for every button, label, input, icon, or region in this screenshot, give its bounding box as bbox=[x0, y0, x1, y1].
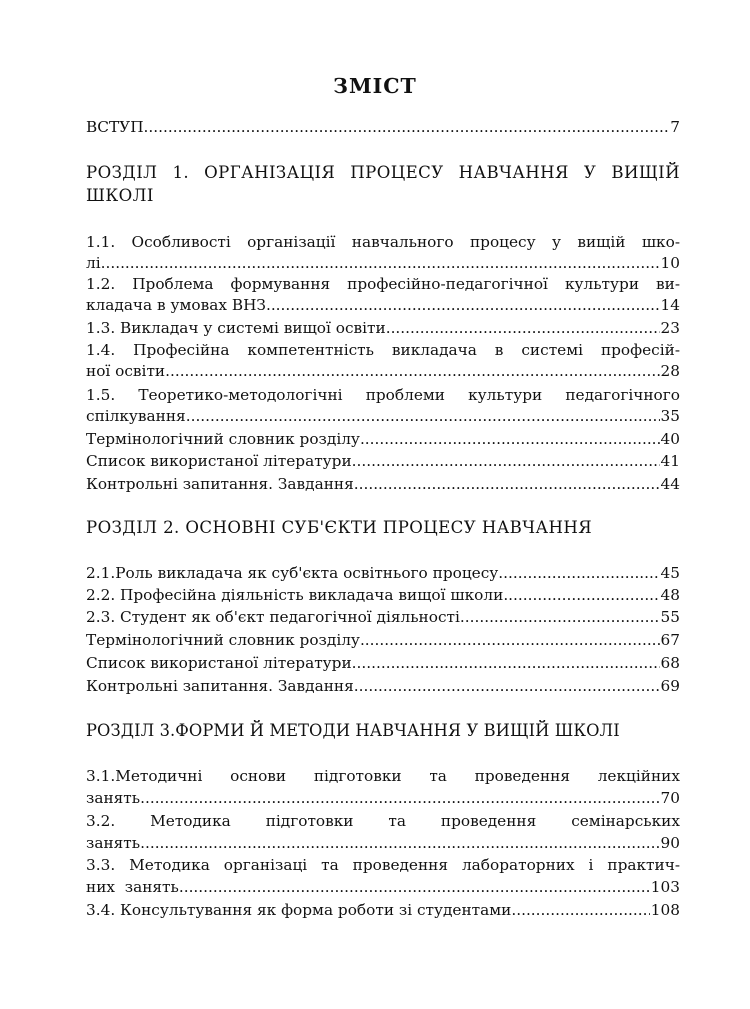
entry-page: 90 bbox=[660, 834, 680, 852]
leader-dots bbox=[165, 361, 659, 382]
leader-dots bbox=[144, 117, 670, 138]
entry-text: ної освіти bbox=[86, 362, 166, 380]
toc-entry-3-1[interactable]: 3.1.Методичні основи підготовки та проведення лекційних bbox=[86, 767, 680, 785]
leader-dots bbox=[140, 788, 659, 809]
leader-dots bbox=[386, 318, 660, 339]
entry-text: лі bbox=[86, 254, 101, 272]
leader-dots bbox=[186, 406, 660, 427]
toc-entry-1-1-cont[interactable] bbox=[86, 253, 680, 274]
toc-entry-3-3-cont[interactable] bbox=[86, 877, 680, 898]
entry-text: кладача в умовах ВНЗ bbox=[86, 296, 266, 314]
page-title: ЗМІСТ bbox=[333, 74, 417, 98]
entry-text: 1.3. Викладач у системі вищої освіти bbox=[86, 319, 386, 337]
entry-page: 103 bbox=[650, 878, 680, 896]
entry-page: 48 bbox=[660, 586, 680, 604]
toc-entry-1-questions[interactable] bbox=[86, 474, 680, 495]
leader-dots bbox=[354, 676, 660, 697]
toc-entry-1-1[interactable]: 1.1. Особливості організації навчального процесу у вищій шко- bbox=[86, 233, 680, 251]
entry-page: 45 bbox=[660, 564, 680, 582]
toc-entry-2-references[interactable] bbox=[86, 653, 680, 674]
toc-entry-3-2[interactable]: 3.2. Методика підготовки та проведення семінарських bbox=[86, 812, 680, 830]
entry-page: 40 bbox=[660, 430, 680, 448]
leader-dots bbox=[360, 429, 660, 450]
toc-entry-3-4[interactable] bbox=[86, 900, 680, 921]
leader-dots bbox=[140, 833, 659, 854]
entry-text: спілкування bbox=[86, 407, 186, 425]
toc-entry-2-glossary[interactable] bbox=[86, 630, 680, 651]
section-heading-1-cont: ШКОЛІ bbox=[86, 186, 154, 205]
leader-dots bbox=[503, 585, 659, 606]
leader-dots bbox=[460, 607, 660, 628]
leader-dots bbox=[352, 451, 660, 472]
entry-text: Контрольні запитання. Завдання bbox=[86, 475, 354, 493]
toc-entry-3-1-cont[interactable] bbox=[86, 788, 680, 809]
entry-text: Термінологічний словник розділу bbox=[86, 430, 360, 448]
toc-entry-1-2-cont[interactable] bbox=[86, 295, 680, 316]
toc-entry-1-4[interactable]: 1.4. Професійна компетентність викладача в системі професій- bbox=[86, 341, 680, 359]
toc-entry-2-2[interactable] bbox=[86, 585, 680, 606]
entry-text: занять bbox=[86, 789, 141, 807]
leader-dots bbox=[179, 877, 650, 898]
entry-page: 67 bbox=[660, 631, 680, 649]
toc-entry-2-questions[interactable] bbox=[86, 676, 680, 697]
entry-page: 10 bbox=[660, 254, 680, 272]
entry-text: Список використаної літератури bbox=[86, 654, 352, 672]
entry-text: 2.3. Студент як об'єкт педагогічної діяльності bbox=[86, 608, 460, 626]
toc-entry-1-2[interactable]: 1.2. Проблема формування професійно-педагогічної культури ви- bbox=[86, 275, 680, 293]
toc-entry-1-5[interactable]: 1.5. Теоретико-методологічні проблеми культури педагогічного bbox=[86, 386, 680, 404]
toc-entry-2-3[interactable] bbox=[86, 607, 680, 628]
entry-text: 2.2. Професійна діяльність викладача вищої школи bbox=[86, 586, 504, 604]
entry-text: Список використаної літератури bbox=[86, 452, 352, 470]
leader-dots bbox=[266, 295, 660, 316]
toc-entry-3-3[interactable]: 3.3. Методика організаці та проведення лабораторних і практич- bbox=[86, 856, 680, 874]
entry-page: 28 bbox=[660, 362, 680, 380]
section-heading-1: РОЗДІЛ 1. ОРГАНІЗАЦІЯ ПРОЦЕСУ НАВЧАННЯ У ВИЩІЙ bbox=[86, 163, 680, 182]
toc-entry-3-2-cont[interactable] bbox=[86, 833, 680, 854]
entry-text: них занять bbox=[86, 878, 179, 896]
entry-page: 70 bbox=[660, 789, 680, 807]
entry-page: 23 bbox=[660, 319, 680, 337]
entry-page: 44 bbox=[660, 475, 680, 493]
entry-text: Контрольні запитання. Завдання bbox=[86, 677, 354, 695]
toc-entry-1-references[interactable] bbox=[86, 451, 680, 472]
entry-page: 41 bbox=[660, 452, 680, 470]
toc-entry-1-3[interactable] bbox=[86, 318, 680, 339]
entry-page: 69 bbox=[660, 677, 680, 695]
entry-text: 3.4. Консультування як форма роботи зі студентами bbox=[86, 901, 512, 919]
leader-dots bbox=[101, 253, 660, 274]
leader-dots bbox=[354, 474, 660, 495]
entry-page: 7 bbox=[670, 118, 680, 136]
toc-entry-2-1[interactable] bbox=[86, 563, 680, 584]
entry-page: 108 bbox=[650, 901, 680, 919]
entry-page: 68 bbox=[660, 654, 680, 672]
toc-entry-1-5-cont[interactable] bbox=[86, 406, 680, 427]
entry-page: 35 bbox=[660, 407, 680, 425]
leader-dots bbox=[511, 900, 649, 921]
section-heading-3: РОЗДІЛ 3.ФОРМИ Й МЕТОДИ НАВЧАННЯ У ВИЩІЙ ШКОЛІ bbox=[86, 721, 620, 740]
entry-page: 55 bbox=[660, 608, 680, 626]
leader-dots bbox=[498, 563, 659, 584]
entry-text: ВСТУП bbox=[86, 118, 144, 136]
entry-text: Термінологічний словник розділу bbox=[86, 631, 360, 649]
entry-text: занять bbox=[86, 834, 141, 852]
toc-entry-1-glossary[interactable] bbox=[86, 429, 680, 450]
section-heading-2: РОЗДІЛ 2. ОСНОВНІ СУБ'ЄКТИ ПРОЦЕСУ НАВЧАННЯ bbox=[86, 518, 593, 537]
leader-dots bbox=[352, 653, 660, 674]
toc-entry-intro[interactable] bbox=[86, 117, 680, 138]
entry-text: 2.1.Роль викладача як суб'єкта освітнього процесу bbox=[86, 564, 499, 582]
toc-entry-1-4-cont[interactable] bbox=[86, 361, 680, 382]
entry-page: 14 bbox=[660, 296, 680, 314]
leader-dots bbox=[360, 630, 660, 651]
